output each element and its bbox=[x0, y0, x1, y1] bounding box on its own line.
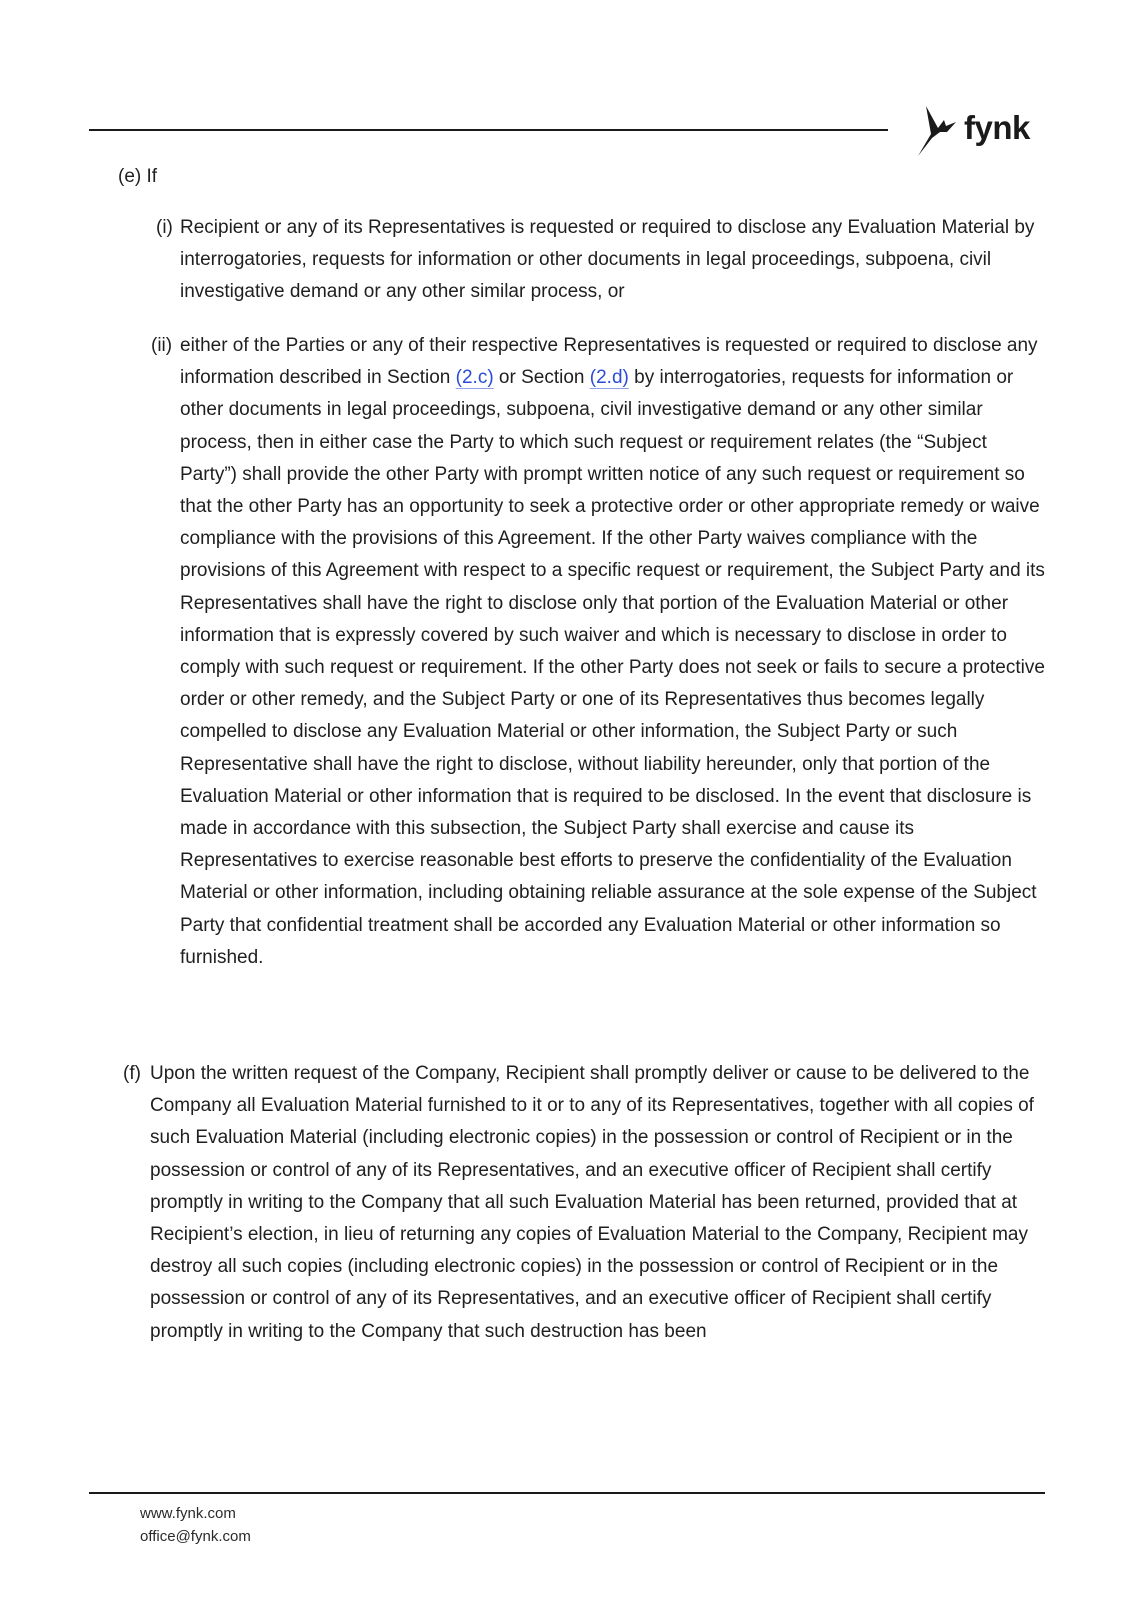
item-text-part: by interrogatories, requests for information or other documents in legal proceedings, subpoena, civil investigative demand or any other similar process, then in either case the Party to which such request or requirement relates (the “Subject Party”) shall provide the other Party with prompt written notice of any such request or requirement so that the other Party has an opportunity to seek a protective order or other appropriate remedy or waive compliance with the provisions of this Agreement. If the other Party waives compliance with the provisions of this Agreement with respect to a specific request or requirement, the Subject Party and its Representatives shall have the right to disclose only that portion of the Evaluation Material or other information that is expressly covered by such waiver and which is necessary to disclose in order to comply with such request or requirement. If the other Party does not seek or fails to secure a protective order or other remedy, and the Subject Party or one of its Representatives thus becomes legally compelled to disclose any Evaluation Material or other information, the Subject Party or such Representative shall have the right to disclose, without liability hereunder, only that portion of the Evaluation Material or other information that is required to be disclosed. In the event that disclosure is made in accordance with this subsection, the Subject Party shall exercise and cause its Representatives to exercise reasonable best efforts to preserve the confidentiality of the Evaluation Material or other information, including obtaining reliable assurance at the sole expense of the Subject Party that confidential treatment shall be accorded any Evaluation Material or other information so furnished. bbox=[180, 367, 1045, 968]
item-text: Recipient or any of its Representatives is requested or required to disclose any Evaluation Material by interrogatories, requests for information or other documents in legal proceedings, subpoena, civil investigative demand or any other similar process, or bbox=[180, 217, 1035, 303]
header-divider bbox=[89, 129, 888, 131]
item-text bbox=[180, 330, 1046, 974]
item-text-part: either of the Parties or any of their respective Representatives is requested or required to disclose any information described in Section bbox=[180, 335, 1038, 389]
clause-e-label: (e) If bbox=[118, 166, 158, 187]
fynk-bird-logo-icon bbox=[916, 104, 958, 158]
item-text: Upon the written request of the Company, Recipient shall promptly deliver or cause to be delivered to the Company all Evaluation Material furnished to it or to any of its Representatives, together with all copies of such Evaluation Material (including electronic copies) in the possession or control of Recipient or in the possession or control of any of its Representatives, and an executive officer of Recipient shall certify promptly in writing to the Company that all such Evaluation Material has been returned, provided that at Recipient’s election, in lieu of returning any copies of Evaluation Material to the Company, Recipient may destroy all such copies (including electronic copies) in the possession or control of Recipient or in the possession or control of any of its Representatives, and an executive officer of Recipient shall certify promptly in writing to the Company that such destruction has been bbox=[150, 1063, 1034, 1342]
brand-logo bbox=[916, 104, 1046, 158]
footer-website-link[interactable]: www.fynk.com bbox=[140, 1505, 236, 1522]
item-marker: (ii) bbox=[151, 335, 173, 356]
section-2c-link[interactable]: (2.c) bbox=[455, 367, 494, 389]
footer bbox=[140, 1502, 251, 1548]
item-text-part: or Section bbox=[493, 367, 590, 389]
section-2d-link[interactable]: (2.d) bbox=[589, 367, 629, 389]
footer-email-link[interactable]: office@fynk.com bbox=[140, 1528, 251, 1545]
item-marker: (f) bbox=[123, 1063, 141, 1084]
footer-divider bbox=[89, 1492, 1045, 1494]
item-marker: (i) bbox=[156, 217, 173, 238]
brand-name: fynk bbox=[964, 109, 1030, 146]
